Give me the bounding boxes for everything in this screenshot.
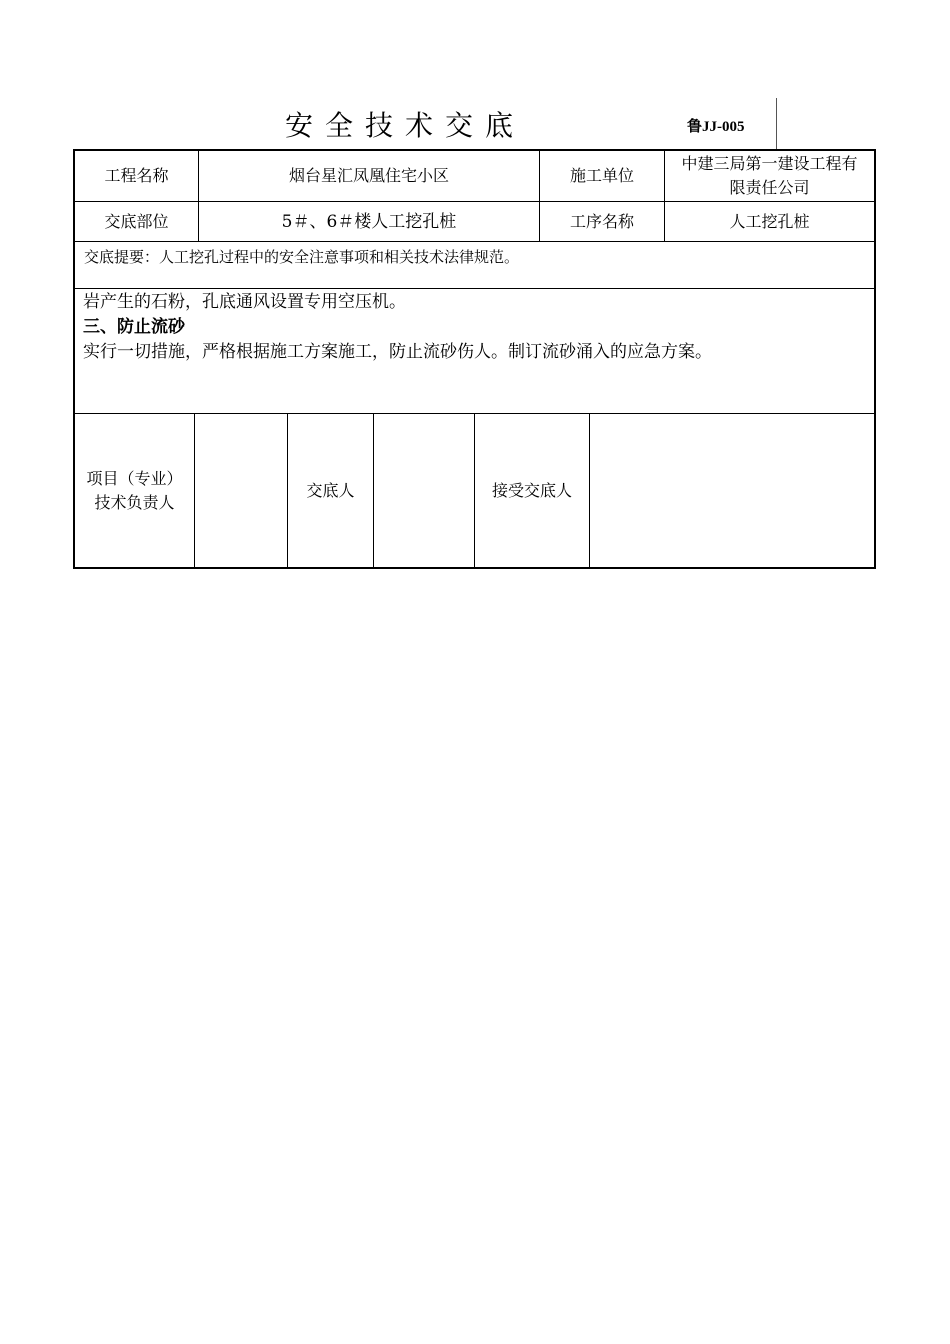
disclosure-content [83, 290, 863, 365]
project-name-value: 烟台星汇凤凰住宅小区 [288, 166, 449, 185]
form-code: 鲁JJ-005 [687, 119, 745, 135]
location-value: 5＃、6＃楼人工挖孔桩 [281, 211, 457, 232]
col-divider [194, 413, 195, 567]
location-label: 交底部位 [104, 211, 169, 231]
tech-lead-label: 项目（专业）技术负责人 [86, 468, 183, 512]
process-value: 人工挖孔桩 [729, 211, 810, 231]
col-divider [373, 413, 374, 567]
row-divider [75, 241, 874, 242]
header-divider [776, 98, 777, 150]
discloser-label: 交底人 [306, 480, 355, 500]
section-heading: 三、防止流砂 [83, 317, 185, 337]
row-divider [75, 288, 874, 289]
content-line: 实行一切措施，严格根据施工方案施工，防止流砂伤人。制订流砂涌入的应急方案。 [83, 342, 712, 362]
disclosure-summary: 交底提要：人工挖孔过程中的安全注意事项和相关技术法律规范。 [84, 248, 520, 266]
document-title: 安全技术交底 [285, 109, 526, 142]
contractor-label: 施工单位 [569, 166, 634, 185]
content-line: 岩产生的石粉，孔底通风设置专用空压机。 [83, 292, 406, 312]
receiver-label: 接受交底人 [491, 480, 572, 500]
contractor-value: 中建三局第一建设工程有限责任公司 [681, 154, 858, 197]
project-name-label: 工程名称 [104, 166, 169, 185]
process-label: 工序名称 [569, 211, 634, 231]
col-divider [589, 413, 590, 567]
